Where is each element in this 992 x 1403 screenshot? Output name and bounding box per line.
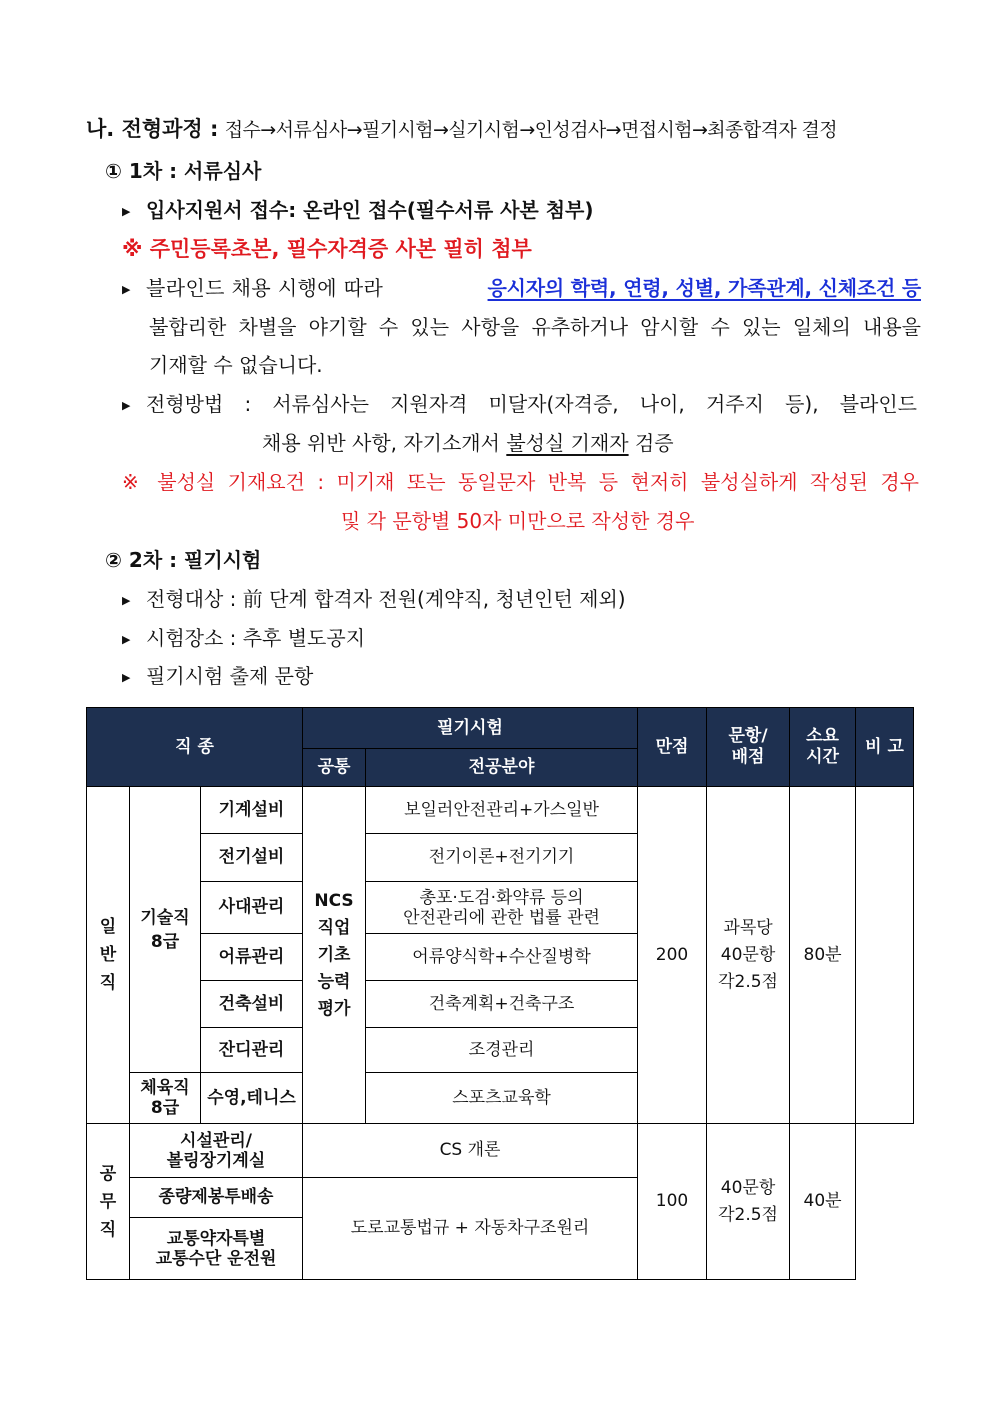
bullet-triangle-icon: ▶ bbox=[122, 671, 131, 684]
blind-emphasis: 응시자의 학력, 연령, 성별, 가족관계, 신체조건 등 bbox=[487, 276, 921, 300]
written-exam-table bbox=[86, 707, 914, 1280]
blind-text-line2: 불합리한 차별을 야기할 수 있는 사항을 유추하거나 암시할 수 있는 일체의 내용을 bbox=[149, 315, 921, 339]
insincere-note-line1: ※ 불성실 기재요건 : 미기재 또는 동일문자 반복 등 현저히 불성실하게 작성된 경우 bbox=[122, 470, 919, 494]
general-score: 200 bbox=[638, 787, 707, 1124]
job-name: 기계설비 bbox=[201, 787, 303, 834]
method-text-line2 bbox=[262, 431, 674, 455]
job-name: 잔디관리 bbox=[201, 1028, 303, 1073]
tech-grade: 기술직 8급 bbox=[130, 787, 201, 1073]
job-name: 교통약자특별 교통수단 운전원 bbox=[130, 1218, 303, 1280]
bullet-triangle-icon: ▶ bbox=[122, 283, 131, 296]
job-name: 건축설비 bbox=[201, 981, 303, 1028]
sports-grade: 체육직 8급 bbox=[130, 1073, 201, 1124]
step2-items-item bbox=[122, 664, 313, 690]
major-subject: 조경관리 bbox=[366, 1028, 638, 1073]
step2-target-item bbox=[122, 587, 626, 613]
major-subject: 스포츠교육학 bbox=[366, 1073, 638, 1124]
general-questions: 과목당 40문항 각2.5점 bbox=[707, 787, 790, 1124]
job-name: 시설관리/ 볼링장기계실 bbox=[130, 1124, 303, 1178]
step1-title: ① 1차 : 서류심사 bbox=[105, 159, 262, 183]
ncs-common: NCS 직업 기초 능력 평가 bbox=[303, 787, 366, 1124]
header-remark: 비 고 bbox=[856, 708, 914, 787]
section-heading-prefix: 나. 전형과정 : bbox=[86, 117, 219, 141]
target-text: 전형대상 : 前 단계 합격자 전원(계약직, 청년인턴 제외) bbox=[146, 587, 626, 611]
bullet-triangle-icon: ▶ bbox=[122, 594, 131, 607]
process-flow: 접수→서류심사→필기시험→실기시험→인성검사→면접시험→최종합격자 결정 bbox=[224, 119, 838, 141]
bullet-triangle-icon: ▶ bbox=[122, 633, 131, 646]
blind-text-pre: 블라인드 채용 시행에 따라 bbox=[146, 276, 384, 300]
public-subject: CS 개론 bbox=[303, 1124, 638, 1178]
step2-title: ② 2차 : 필기시험 bbox=[105, 548, 262, 572]
general-remark bbox=[856, 787, 914, 1124]
method-line2-underlined: 불성실 기재자 bbox=[506, 431, 629, 455]
job-name: 수영,테니스 bbox=[201, 1073, 303, 1124]
header-questions: 문항/ 배점 bbox=[707, 708, 790, 787]
major-subject: 보일러안전관리+가스일반 bbox=[366, 787, 638, 834]
section-heading bbox=[86, 117, 837, 142]
step1-apply-item bbox=[122, 198, 594, 224]
public-subject: 도로교통법규 + 자동차구조원리 bbox=[303, 1178, 638, 1280]
apply-note: ※ 주민등록초본, 필수자격증 사본 필히 첨부 bbox=[122, 237, 532, 261]
major-subject: 어류양식학+수산질병학 bbox=[366, 934, 638, 981]
major-subject: 총포·도검·화약류 등의 안전관리에 관한 법률 관련 bbox=[366, 882, 638, 934]
job-name: 종량제봉투배송 bbox=[130, 1178, 303, 1218]
header-duration: 소요 시간 bbox=[790, 708, 856, 787]
apply-text: 입사지원서 접수: 온라인 접수(필수서류 사본 첨부) bbox=[146, 198, 594, 222]
job-name: 전기설비 bbox=[201, 834, 303, 882]
method-line2-post: 검증 bbox=[634, 431, 674, 455]
major-subject: 전기이론+전기기기 bbox=[366, 834, 638, 882]
public-duration: 40분 bbox=[790, 1124, 856, 1280]
bullet-triangle-icon: ▶ bbox=[122, 205, 131, 218]
major-subject: 건축계획+건축구조 bbox=[366, 981, 638, 1028]
blind-text-line3: 기재할 수 없습니다. bbox=[149, 353, 323, 377]
items-text: 필기시험 출제 문항 bbox=[146, 664, 314, 688]
insincere-note-line2: 및 각 문항별 50자 미만으로 작성한 경우 bbox=[341, 509, 695, 533]
header-score: 만점 bbox=[638, 708, 707, 787]
header-written-exam: 필기시험 bbox=[303, 708, 638, 749]
job-name: 사대관리 bbox=[201, 882, 303, 934]
step1-blind-item bbox=[122, 276, 921, 302]
step2-place-item bbox=[122, 626, 365, 652]
bullet-triangle-icon: ▶ bbox=[122, 399, 131, 412]
method-line2-pre: 채용 위반 사항, 자기소개서 bbox=[262, 431, 500, 455]
general-duration: 80분 bbox=[790, 787, 856, 1124]
group-general: 일 반 직 bbox=[87, 787, 130, 1124]
header-common: 공통 bbox=[303, 749, 366, 787]
step1-method-item bbox=[122, 392, 921, 418]
header-job: 직 종 bbox=[87, 708, 303, 787]
job-name: 어류관리 bbox=[201, 934, 303, 981]
public-remark bbox=[856, 1124, 914, 1280]
public-questions: 40문항 각2.5점 bbox=[707, 1124, 790, 1280]
method-text-line1: 전형방법 : 서류심사는 지원자격 미달자(자격증, 나이, 거주지 등), 블라인드 bbox=[146, 392, 917, 416]
group-public: 공 무 직 bbox=[87, 1124, 130, 1280]
place-text: 시험장소 : 추후 별도공지 bbox=[146, 626, 366, 650]
header-major: 전공분야 bbox=[366, 749, 638, 787]
public-score: 100 bbox=[638, 1124, 707, 1280]
